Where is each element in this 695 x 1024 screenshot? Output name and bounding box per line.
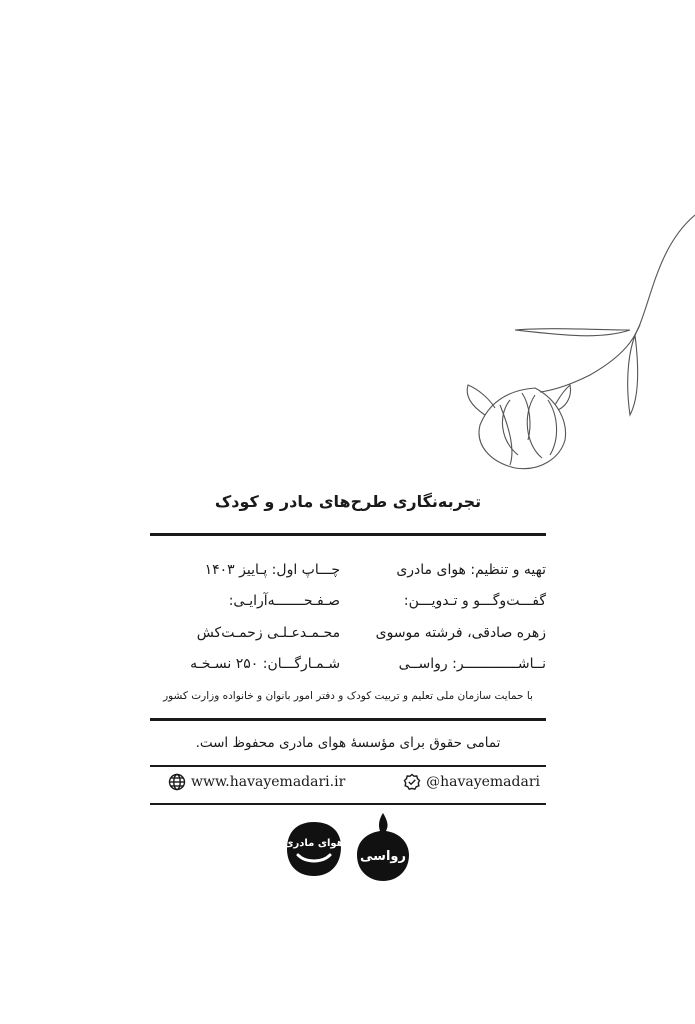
credit-circulation: شـمـارگـــان: ۲۵۰ نسـخـه <box>190 656 341 673</box>
havaye-madari-logo-text: هوای مادری <box>284 838 344 849</box>
support-note: با حمایت سازمان ملی تعلیم و تربیت کودک و دفتر امور بانوان و خانواده وزارت کشور <box>163 690 533 702</box>
globe-icon <box>168 773 186 791</box>
title-divider <box>150 533 546 536</box>
credit-publisher: نــاشـــــــــــــر: رواســی <box>398 656 546 673</box>
credit-preparation: تهیه و تنظیم: هوای مادری <box>396 561 546 578</box>
credits-row <box>150 586 546 618</box>
book-title: تجربه‌نگاری طرح‌های مادر و کودک <box>214 492 482 511</box>
credits-row <box>150 649 546 681</box>
ravasi-logo-text: رواسی <box>360 849 406 864</box>
credits-row <box>150 617 546 649</box>
social-handle: @havayemadari <box>426 774 540 790</box>
credit-layout-heading: صـفـحـــــــه‌آرایـی: <box>228 593 341 610</box>
links-row <box>150 773 546 797</box>
support-divider <box>150 718 546 721</box>
links-divider <box>150 803 546 805</box>
credits-row <box>150 554 546 586</box>
credit-interview-names: زهره صادقی، فرشته موسوی <box>375 624 546 641</box>
credit-layout-name: محـمـدعـلـی زحمـت‌کش <box>196 624 341 641</box>
ravasi-logo <box>354 811 412 883</box>
credits-block <box>150 554 546 680</box>
website-url: www.havayemadari.ir <box>191 774 346 790</box>
flower-illustration <box>440 200 695 480</box>
social-link[interactable] <box>403 773 540 791</box>
credit-print-date: چـــاپ اول: پـاییز ۱۴۰۳ <box>204 561 341 578</box>
website-link[interactable] <box>168 773 345 791</box>
credit-interview-heading: گفـــت‌وگـــو و تـدویـــن: <box>403 593 546 610</box>
havaye-madari-logo <box>284 819 344 879</box>
publisher-logos <box>0 815 695 885</box>
rights-notice: تمامی حقوق برای مؤسسهٔ هوای مادری محفوظ است. <box>195 735 501 751</box>
rights-divider <box>150 765 546 767</box>
verified-badge-icon <box>403 773 421 791</box>
